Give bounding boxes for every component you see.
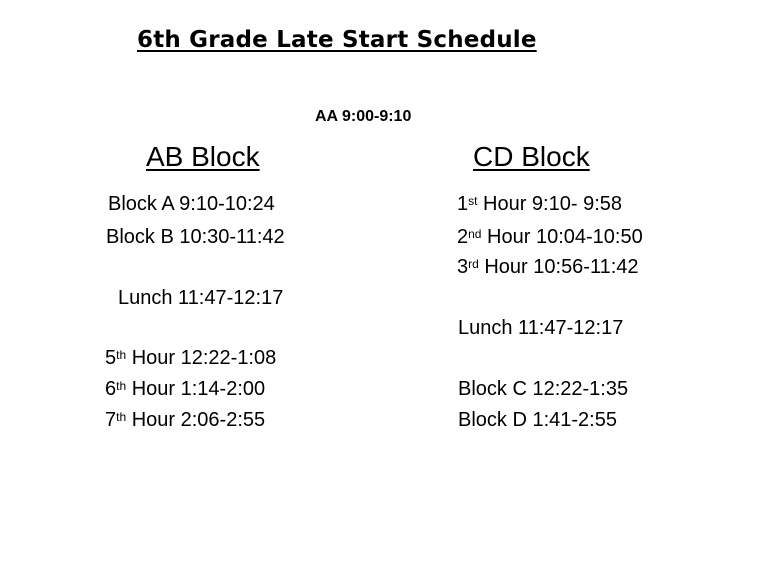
- cd-block-d: Block D 1:41-2:55: [458, 409, 617, 431]
- ab-5th-hour: 5th Hour 12:22-1:08: [105, 347, 277, 369]
- cd-block-heading: CD Block: [473, 141, 590, 172]
- ab-6th-hour: 6th Hour 1:14-2:00: [105, 378, 266, 400]
- ab-block-heading: AB Block: [146, 141, 260, 172]
- cd-3rd-hour: 3rd Hour 10:56-11:42: [457, 256, 639, 278]
- ab-7th-hour: 7th Hour 2:06-2:55: [105, 409, 266, 431]
- cd-block-c: Block C 12:22-1:35: [458, 378, 629, 400]
- cd-1st-hour: 1st Hour 9:10- 9:58: [457, 193, 622, 215]
- ab-block-a: Block A 9:10-10:24: [108, 193, 275, 215]
- advisory-time: AA 9:00-9:10: [315, 108, 412, 125]
- page-title: 6th Grade Late Start Schedule: [137, 27, 537, 53]
- ab-lunch: Lunch 11:47-12:17: [118, 287, 284, 309]
- cd-2nd-hour: 2nd Hour 10:04-10:50: [457, 226, 643, 248]
- ab-block-b: Block B 10:30-11:42: [106, 226, 285, 248]
- cd-lunch: Lunch 11:47-12:17: [458, 317, 624, 339]
